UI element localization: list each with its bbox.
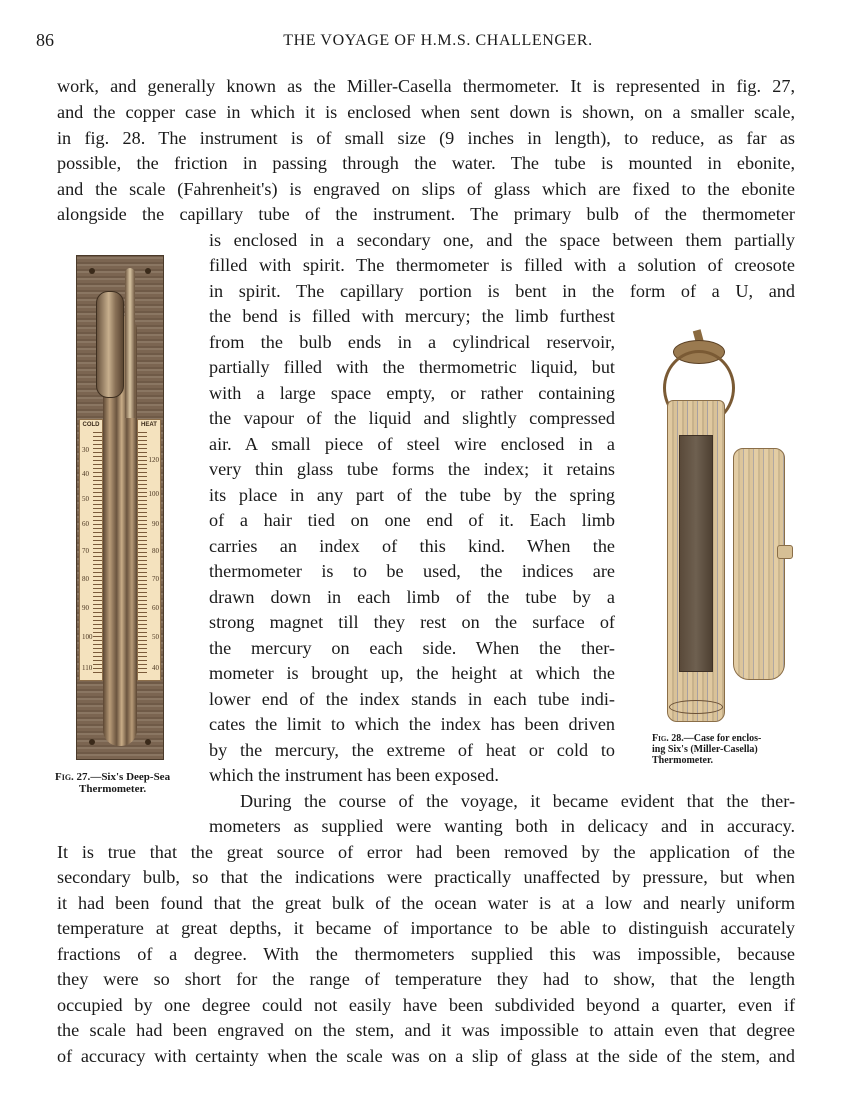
- scale-ticks: [93, 432, 102, 676]
- text-line: possible, the friction in passing through the water. The tube is mounted in ebonite,: [57, 153, 795, 173]
- text-line: temperature at great depths, it became of importance to be able to distinguish accurately: [57, 918, 795, 938]
- scale-number: 100: [148, 490, 159, 498]
- text-line: in spirit. The capillary portion is bent in the form of a U, and: [209, 281, 795, 301]
- scale-number: 50: [152, 633, 159, 641]
- cold-scale: [79, 419, 103, 681]
- running-title: THE VOYAGE OF H.M.S. CHALLENGER.: [283, 32, 593, 49]
- thermometer-bulb: [96, 291, 124, 398]
- text-line: drawn down in each limb of the tube by a: [209, 587, 615, 607]
- text-line: cates the limit to which the index has been driven: [209, 714, 615, 734]
- scale-number: 110: [82, 664, 93, 672]
- reservoir-stem: [125, 268, 135, 418]
- text-line: and the scale (Fahrenheit's) is engraved on slips of glass which are fixed to the ebonite: [57, 179, 795, 199]
- caption-label: Fig. 27.: [55, 771, 91, 783]
- caption-text: —Six's Deep-Sea: [90, 771, 171, 783]
- text-line: from the bulb ends in a cylindrical reservoir,: [209, 332, 615, 352]
- text-line: with a large space empty, or rather containing: [209, 383, 615, 403]
- scale-number: 30: [82, 446, 89, 454]
- text-line: of a hair tied on one end of it. Each limb: [209, 510, 615, 530]
- caption-text: —Case for enclos-: [683, 733, 762, 744]
- text-line: in fig. 28. The instrument is of small size (9 inches in length), to reduce, as far as: [57, 128, 795, 148]
- scale-number: 40: [152, 664, 159, 672]
- text-line: they were so short for the range of temperature they had to show, that the length: [57, 969, 795, 989]
- scale-number: 60: [152, 604, 159, 612]
- case-door: [733, 448, 785, 680]
- text-line: the mercury on each side. When the ther-: [209, 638, 615, 658]
- heat-scale: [137, 419, 161, 681]
- scale-number: 70: [152, 575, 159, 583]
- text-line: which the instrument has been exposed.: [209, 765, 499, 785]
- scale-number: 60: [82, 520, 89, 528]
- page-number: 86: [36, 30, 54, 50]
- text-line: and the copper case in which it is enclosed when sent down is shown, on a smaller scale,: [57, 102, 795, 122]
- screw-icon: [89, 268, 95, 274]
- text-line: air. A small piece of steel wire enclosed in a: [209, 434, 615, 454]
- caption-text: ing Six's (Miller-Casella): [652, 744, 758, 755]
- text-line: occupied by one degree could not easily have been subdivided beyond a quarter, even if: [57, 995, 795, 1015]
- figure-27-caption: [55, 771, 170, 795]
- caption-text: Thermometer.: [652, 755, 713, 766]
- text-line: secondary bulb, so that the indications were practically unaffected by pressure, but when: [57, 867, 795, 887]
- text-line: lower end of the index stands in each tube indi-: [209, 689, 615, 709]
- screw-icon: [145, 739, 151, 745]
- text-line: alongside the capillary tube of the instrument. The primary bulb of the thermometer: [57, 204, 795, 224]
- text-line: of accuracy with certainty when the scale was on a slip of glass at the side of the stem, and: [57, 1046, 795, 1066]
- text-line: the scale had been engraved on the stem, and it was impossible to attain even that degree: [57, 1020, 795, 1040]
- figure-28-caption: [652, 733, 761, 766]
- scale-number: 120: [148, 456, 159, 464]
- scale-number: 90: [152, 520, 159, 528]
- text-line: very thin glass tube forms the index; it retains: [209, 459, 615, 479]
- caption-label: Fig. 28.: [652, 733, 684, 744]
- scale-number: 90: [82, 604, 89, 612]
- text-line: the vapour of the liquid and slightly compressed: [209, 408, 615, 428]
- page-header: [36, 30, 810, 54]
- text-line: mometers as supplied were wanting both in delicacy and in accuracy.: [209, 816, 795, 836]
- text-line: It is true that the great source of error had been removed by the application of the: [57, 842, 795, 862]
- case-window: [679, 435, 713, 672]
- scale-ticks: [138, 432, 147, 676]
- screw-icon: [145, 268, 151, 274]
- heat-scale-heading: HEAT: [141, 422, 157, 428]
- caption-text: Thermometer.: [79, 783, 147, 795]
- scale-number: 40: [82, 470, 89, 478]
- door-clasp: [777, 545, 793, 559]
- text-line: strong magnet till they rest on the surface of: [209, 612, 615, 632]
- text-line: its place in any part of the tube by the spring: [209, 485, 615, 505]
- screw-icon: [89, 739, 95, 745]
- text-line: fractions of a degree. With the thermometers supplied this was impossible, because: [57, 944, 795, 964]
- text-line: carries an index of this kind. When the: [209, 536, 615, 556]
- scale-number: 70: [82, 547, 89, 555]
- text-line: thermometer is to be used, the indices are: [209, 561, 615, 581]
- text-line: filled with spirit. The thermometer is filled with a solution of creosote: [209, 255, 795, 275]
- cold-scale-heading: COLD: [82, 422, 100, 428]
- figure-27-thermometer-illustration: [76, 255, 164, 760]
- scale-number: 50: [82, 495, 89, 503]
- text-line: by the mercury, the extreme of heat or cold to: [209, 740, 615, 760]
- scale-number: 80: [82, 575, 89, 583]
- text-line: mometer is brought up, the height at which the: [209, 663, 615, 683]
- scale-number: 100: [82, 633, 93, 641]
- case-base: [669, 700, 723, 714]
- figure-28-case-illustration: [655, 330, 805, 725]
- scale-number: 80: [152, 547, 159, 555]
- text-line: is enclosed in a secondary one, and the space between them partially: [209, 230, 795, 250]
- text-line: work, and generally known as the Miller-Casella thermometer. It is represented in fig. 27,: [57, 76, 795, 96]
- text-line: During the course of the voyage, it became evident that the ther-: [240, 791, 795, 811]
- text-line: the bend is filled with mercury; the limb furthest: [209, 306, 615, 326]
- text-line: partially filled with the thermometric liquid, but: [209, 357, 615, 377]
- text-line: it had been found that the great bulk of the ocean water is at a low and nearly uniform: [57, 893, 795, 913]
